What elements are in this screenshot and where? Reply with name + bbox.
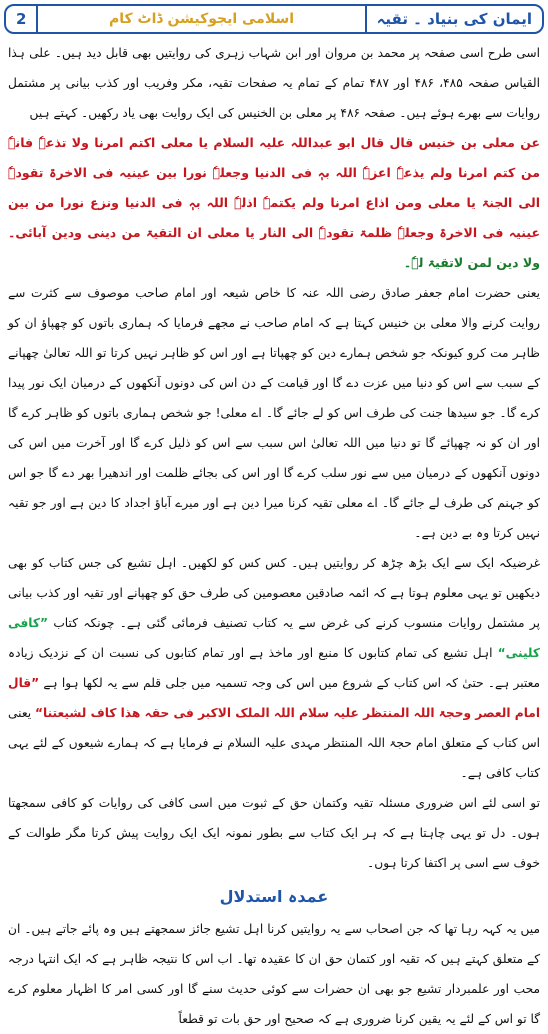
paragraph-kafi-part-a: غرضیکہ ایک سے ایک بڑھ چڑھ کر روایتیں ہیں۔ کس کس کو لکھیں۔ اہل تشیع کی جس کتاب کو بھی دیکھیں تو یہی معلوم ہوتا ہے کہ ائمہ صادقین معصومین کی طرف حق کو چھپانے اور تقیہ اور کذب بیانی پر مشتمل روایات منسوب کرنے کی غرض سے یہ کتاب تصنیف فرمائی گئی ہے۔ چونکہ کتاب	[8, 556, 540, 630]
section-heading: عمدہ استدلال	[219, 887, 329, 906]
imam-quote: ”قال امام العصر وحجۃ اللہ المنتظر علیہ سلام اللہ الملک الاکبر فی حقہ ھذا کاف لشیعتنا“	[8, 676, 541, 720]
header-divider	[365, 4, 367, 34]
paragraph-intro: اسی طرح اسی صفحہ پر محمد بن مروان اور ابن شہاب زہری کی روایتیں بھی قابل دید ہیں۔ علی ہذا القیاس صفحہ ۴۸۵، ۴۸۶ اور ۴۸۷ تمام کے تمام یہ صفحات تقیہ، مکر وفریب اور کذب بیانی پر مشتمل روایات سے بھرے ہوئے ہیں۔ صفحہ ۴۸۶ پر معلی بن الخنیس کی ایک روایت بھی یاد رکھیں۔ کہتے ہیں	[8, 46, 540, 120]
paragraph-kafi-part-c: یعنی اس کتاب کے متعلق امام حجۃ اللہ المنتظر مہدی علیہ السلام نے فرمایا ہے کہ ہمارے شیعوں کے لئے یہی کتاب کافی ہے۔	[8, 706, 540, 780]
arabic-hadith-quote	[8, 128, 540, 278]
arabic-quote-text: عن معلی بن خنیس قال قال ابو عبداللہ علیہ السلام یا معلی اکتم امرنا ولا تذعہٗ فانہٗ من کتم امرنا ولم یذعہٗ اعزہٗ اللہ بہٖ فی الدنیا وجعلہٗ نورا بین عینیہ فی الاخرۃ تقودہٗ الی الجنۃ یا معلی ومن اذاع امرنا ولم یکتمہٗ اذلہٗ اللہ بہٖ فی الدنیا ونزع نورا من بین عینیہ فی الاخرۃ وجعلہٗ ظلمۃ تقودہٗ الی النار یا معلی ان التقیۃ من دینی ودین آبائی۔	[8, 135, 540, 240]
paragraph-kafi-part-b: اہل تشیع کی تمام کتابوں کا منبع اور ماخذ ہے اور تمام کتابوں کی نسبت ان کے نزدیک زیادہ معتبر ہے۔ حتیٰ کہ اس کتاب کے شروع میں اس کی وجہ تسمیہ میں جلی قلم سے یہ لکھا ہوا ہے	[8, 646, 540, 690]
site-name: اسلامی ایجوکیشن ڈاٹ کام	[109, 11, 295, 27]
paragraph-conclusion: تو اسی لئے اس ضروری مسئلہ تقیہ وکتمان حق کے ثبوت میں اسی کافی کی روایات کو کافی سمجھتا ہوں۔ دل تو یہی چاہتا ہے کہ ہر ایک کتاب سے بطور نمونہ ایک ایک روایت پیش کرتا مگر طوالت کے خوف سے اسی پر اکتفا کرتا ہوں۔	[8, 796, 540, 870]
page-number: 2	[16, 10, 27, 28]
kafi-title: ”کافی کلینی“	[8, 616, 540, 660]
document-body	[8, 38, 540, 1034]
book-title: ایمان کی بنیاد ۔ تقیہ	[376, 10, 532, 28]
header-divider	[36, 4, 38, 34]
paragraph-kafi	[8, 548, 540, 788]
arabic-quote-end: ولا دین لمن لاتقیۃ لہٗ۔	[403, 255, 540, 270]
page-header	[4, 4, 544, 34]
paragraph-translation: یعنی حضرت امام جعفر صادق رضی اللہ عنہ کا خاص شیعہ اور امام صاحب موصوف سے کثرت سے روایت کرنے والا معلی بن خنیس کہتا ہے کہ امام صاحب نے مجھے فرمایا کہ ہماری باتوں کو چھپاؤ ان کو ظاہر مت کرو کیونکہ جو شخص ہمارے دین کو چھپاتا ہے اور اس کو ظاہر نہیں کرتا تو اللہ تعالیٰ چھپانے کے سبب سے اس کو دنیا میں عزت دے گا اور قیامت کے دن اس کی دونوں آنکھوں کے درمیان ایک نور پیدا کرے گا۔ جو سیدھا جنت کی طرف اس کو لے جائے گا۔ اے معلی! جو شخص ہماری باتوں کو ظاہر کرے گا اور ان کو نہ چھپائے گا تو دنیا میں اللہ تعالیٰ اس سبب سے اس کو ذلیل کرے گا اور آخرت میں اس کی دونوں آنکھوں کے درمیان میں سے نور سلب کرے گا اور اس کی بجائے ظلمت اور اندھیرا بھر دے گا جو اس کو جہنم کی طرف لے جائے گا۔ اے معلی تقیہ کرنا میرا دین ہے اور میرے آباؤ اجداد کا دین ہے اور جو تقیہ نہیں کرتا وہ بے دین ہے۔	[8, 286, 540, 540]
paragraph-argument: میں یہ کہہ رہا تھا کہ جن اصحاب سے یہ روایتیں کرنا اہل تشیع جائز سمجھتے ہیں وہ پائے جاتے ہیں۔ ان کے متعلق کہتے ہیں کہ تقیہ اور کتمان حق ان کا عقیدہ تھا۔ اب اس کا نتیجہ ظاہر ہے کہ ایک انتہا درجہ محب اور علمبردار تشیع جو بھی ان حضرات سے کوئی حدیث سنے گا اور کسی امر کا اظہار معلوم کرے گا تو اس کے لئے یہ یقین کرنا ضروری ہے کہ صحیح اور حق بات تو قطعاً	[8, 922, 540, 1026]
